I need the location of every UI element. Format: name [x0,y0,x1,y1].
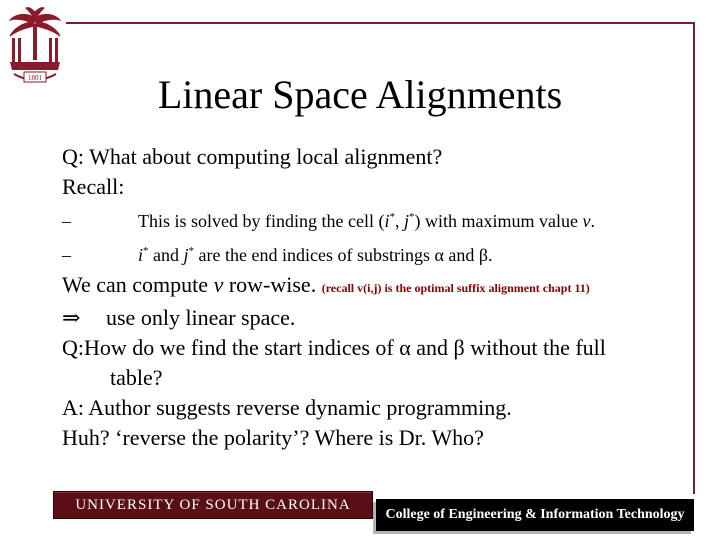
huh-line: Huh? ‘reverse the polarity’? Where is Dr. Who? [62,425,484,450]
answer-line: A: Author suggests reverse dynamic programming. [62,395,512,420]
university-name: UNIVERSITY OF SOUTH CAROLINA [75,497,351,513]
bullet-item: – i* and j* are the end indices of substrings α and β. [62,236,702,270]
question-start-indices-cont: table? [110,365,163,390]
question-start-indices: Q:How do we find the start indices of α and β without the full [62,335,606,360]
bullet-item: – This is solved by finding the cell (i*, j*) with maximum value v. [62,202,702,236]
recall-note: (recall v(i,j) is the optimal suffix alignment chapt 11) [321,281,590,295]
compute-row-wise-line: We can compute v row-wise. (recall v(i,j) is the optimal suffix alignment chapt 11) [62,272,590,297]
college-name: College of Engineering & Information Technology [385,507,685,522]
seal-year: 1801 [28,74,42,82]
college-footer-bar [376,499,694,531]
slide-body [62,142,702,453]
linear-space-line: ⇒ use only linear space. [62,303,702,333]
implies-icon: ⇒ [62,305,81,330]
question-local-alignment: Q: What about computing local alignment? [62,144,443,169]
slide-frame-top [54,22,695,24]
slide-title: Linear Space Alignments [157,72,563,117]
university-footer-bar [53,491,373,519]
bullet-dash: – [62,211,71,231]
bullet-dash: – [62,245,71,265]
recall-label: Recall: [62,174,125,199]
